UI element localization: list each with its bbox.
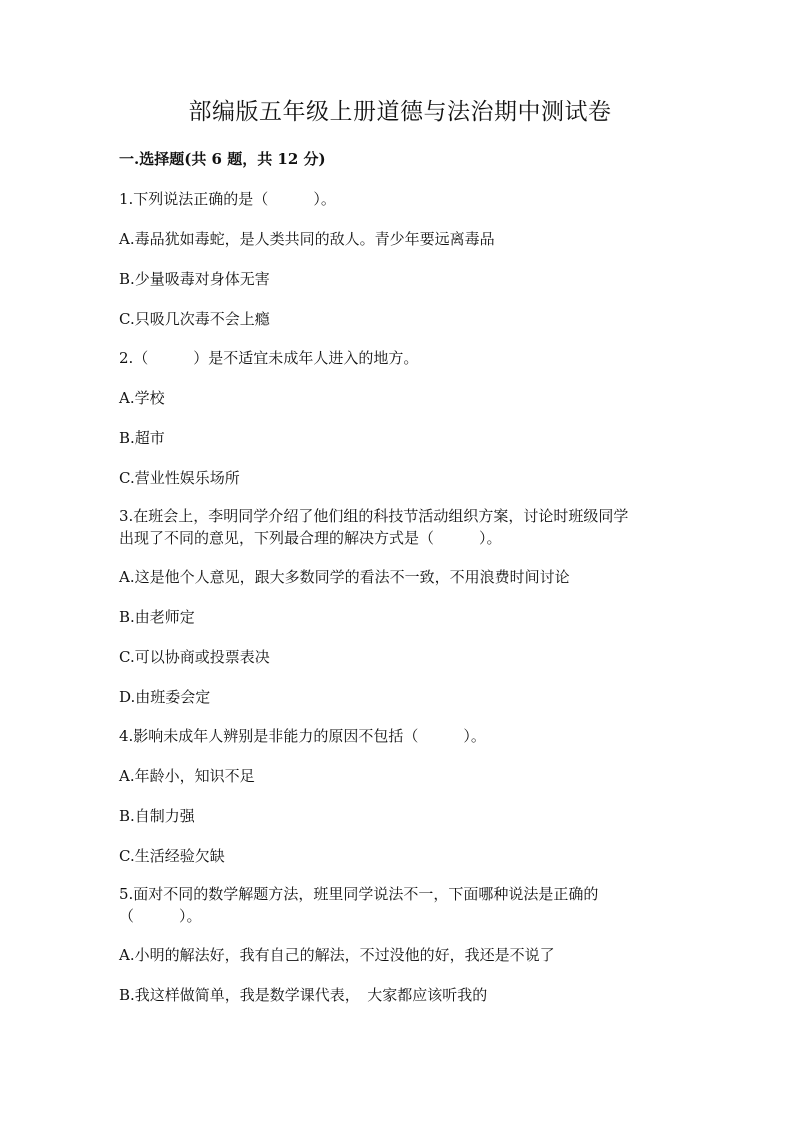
question-3-stem-line-1: 3.在班会上，李明同学介绍了他们组的科技节活动组织方案，讨论时班级同学	[119, 507, 629, 525]
question-5-stem-line-2: （ ）。	[119, 907, 202, 925]
question-5-stem	[119, 883, 679, 927]
question-4-stem: 4.影响未成年人辨别是非能力的原因不包括（ ）。	[119, 727, 486, 745]
question-2-option-b: B.超市	[119, 429, 165, 447]
page-title: 部编版五年级上册道德与法治期中测试卷	[188, 99, 612, 125]
question-1-option-c: C.只吸几次毒不会上瘾	[119, 310, 270, 328]
question-3-option-b: B.由老师定	[119, 608, 195, 626]
question-3-stem-line-2: 出现了不同的意见，下列最合理的解决方式是（ ）。	[119, 529, 502, 547]
question-2-option-a: A.学校	[119, 389, 165, 407]
question-5-option-a: A.小明的解法好，我有自己的解法，不过没他的好，我还是不说了	[119, 946, 555, 964]
question-2-stem: 2.（ ）是不适宜未成年人进入的地方。	[119, 349, 419, 367]
question-4-option-b: B.自制力强	[119, 807, 195, 825]
question-3-option-d: D.由班委会定	[119, 688, 211, 706]
question-5-option-b: B.我这样做简单，我是数学课代表， 大家都应该听我的	[119, 986, 488, 1004]
question-5-stem-line-1: 5.面对不同的数学解题方法，班里同学说法不一，下面哪种说法是正确的	[119, 885, 599, 903]
question-4-option-a: A.年龄小，知识不足	[119, 767, 255, 785]
question-3-option-c: C.可以协商或投票表决	[119, 648, 270, 666]
section-heading: 一.选择题(共 6 题，共 12 分)	[119, 150, 326, 168]
question-2-option-c: C.营业性娱乐场所	[119, 469, 240, 487]
question-1-option-a: A.毒品犹如毒蛇，是人类共同的敌人。青少年要远离毒品	[119, 230, 495, 248]
question-1-option-b: B.少量吸毒对身体无害	[119, 270, 270, 288]
question-4-option-c: C.生活经验欠缺	[119, 847, 225, 865]
question-3-option-a: A.这是他个人意见，跟大多数同学的看法不一致，不用浪费时间讨论	[119, 568, 570, 586]
question-1-stem: 1.下列说法正确的是（ ）。	[119, 190, 336, 208]
question-3-stem	[119, 505, 679, 549]
